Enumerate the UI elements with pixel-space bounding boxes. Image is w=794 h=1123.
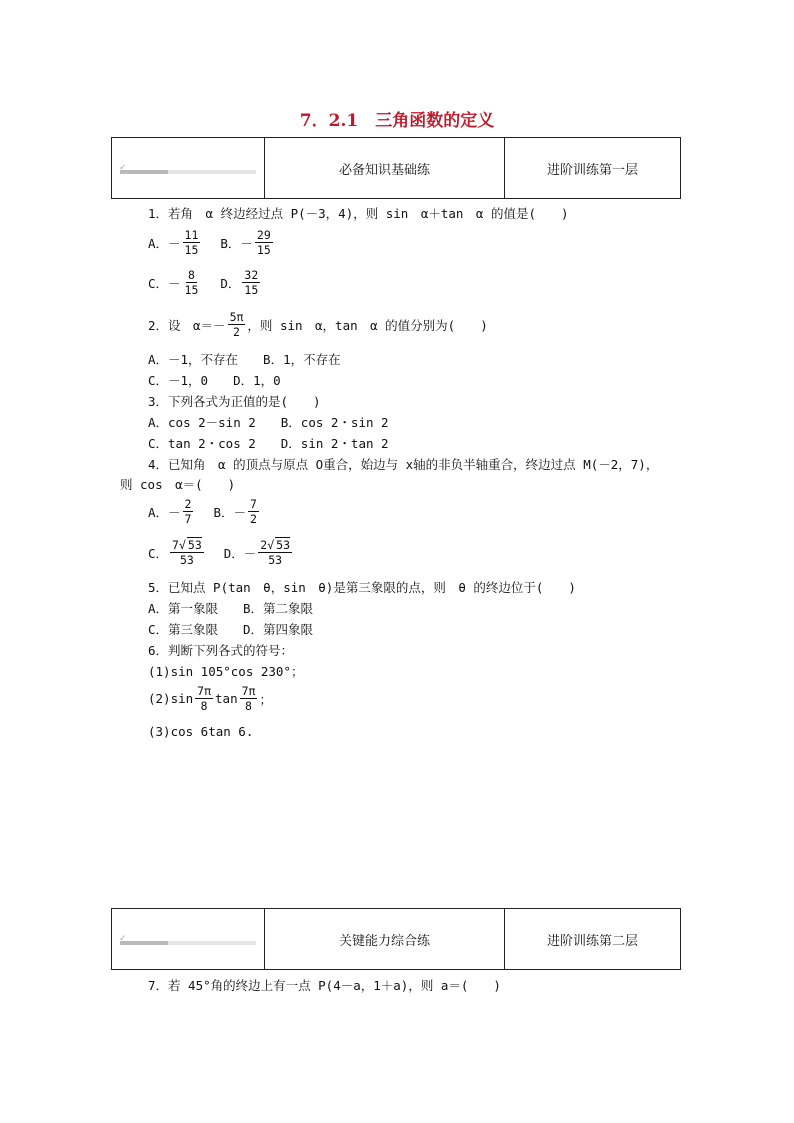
q2-fraction <box>228 310 246 340</box>
page-title: 7．2.1 三角函数的定义 <box>299 111 495 131</box>
q6-p2-num2: 7π <box>241 684 256 698</box>
q6-p2-fraction1 <box>195 684 213 714</box>
q4-c-den: 53 <box>179 553 194 568</box>
q1-d-label: D． <box>220 275 241 291</box>
q1-d-den: 15 <box>244 283 259 298</box>
section-name: 必备知识基础练 <box>265 138 505 198</box>
q1-options-cd <box>148 268 262 298</box>
progress-cell <box>112 138 265 198</box>
q4-c-fraction <box>170 538 204 568</box>
q6-part2 <box>148 684 272 714</box>
q4-d-coef: 2 <box>260 538 268 552</box>
q1-c-den: 15 <box>184 283 199 298</box>
q2-num: 5π <box>229 310 244 324</box>
q4-c-rad: 53 <box>187 538 202 552</box>
q2-options-ab: A．－1，不存在 B．1，不存在 <box>148 352 341 367</box>
q1-options-ab <box>148 228 275 258</box>
progress-fill <box>120 170 168 174</box>
q6-p2-pre: (2)sin <box>148 691 194 707</box>
q4-c-num: 7√ 53 <box>172 538 202 552</box>
q6-part1: (1)sin 105°cos 230°； <box>148 664 304 679</box>
section-banner-advanced <box>111 908 681 970</box>
q2-options-cd: C．－1，0 D．1，0 <box>148 373 281 388</box>
q6-p2-post: ； <box>259 691 272 707</box>
q2-stem <box>148 310 488 340</box>
progress-bar <box>119 163 256 174</box>
q1-b-label: B．－ <box>220 235 253 251</box>
q6-p2-num1: 7π <box>197 684 212 698</box>
q4-d-label: D．－ <box>223 545 257 561</box>
q4-b-fraction <box>248 497 259 527</box>
q1-c-num: 8 <box>187 268 195 282</box>
q1-d-fraction <box>242 268 260 298</box>
q4-stem-line1: 4．已知角 α 的顶点与原点 O重合，始边与 x轴的非负半轴重合，终边过点 M(－2，7)， <box>148 457 659 472</box>
check-icon: ✓ <box>119 934 127 944</box>
q6-p2-fraction2 <box>240 684 258 714</box>
q4-b-label: B．－ <box>213 504 246 520</box>
q5-options-cd: C．第三象限 D．第四象限 <box>148 622 314 637</box>
q4-d-num: 2√ 53 <box>260 538 291 552</box>
q1-b-den: 15 <box>256 243 271 258</box>
q4-a-label: A．－ <box>148 504 181 520</box>
training-level: 进阶训练第一层 <box>546 162 638 178</box>
q4-c-label: C． <box>148 545 169 561</box>
check-icon: ✓ <box>119 163 127 173</box>
q4-a-den: 7 <box>184 512 192 527</box>
q1-a-fraction <box>183 228 201 258</box>
q3-options-ab: A．cos 2－sin 2 B．cos 2・sin 2 <box>148 415 389 430</box>
q5-options-ab: A．第一象限 B．第二象限 <box>148 601 314 616</box>
q2-den: 2 <box>233 325 240 340</box>
q2-stem-pre: 2．设 α＝－ <box>148 317 226 333</box>
q5-stem: 5．已知点 P(tan θ，sin θ)是第三象限的点，则 θ 的终边位于( ) <box>148 580 576 595</box>
q3-options-cd: C．tan 2・cos 2 D．sin 2・tan 2 <box>148 436 389 451</box>
progress-fill <box>120 941 168 945</box>
q4-options-cd <box>148 538 294 568</box>
q4-d-fraction <box>258 538 292 568</box>
q1-stem: 1．若角 α 终边经过点 P(－3，4)，则 sin α＋tan α 的值是( ) <box>148 206 569 221</box>
q6-part3: (3)cos 6tan 6. <box>148 724 254 739</box>
section-banner-basic <box>111 137 681 199</box>
q4-b-num: 7 <box>250 497 257 511</box>
q4-a-num: 2 <box>184 497 192 511</box>
q1-c-fraction <box>183 268 201 298</box>
q3-stem: 3．下列各式为正值的是( ) <box>148 394 321 409</box>
q1-a-label: A．－ <box>148 235 181 251</box>
section-name: 关键能力综合练 <box>265 909 505 969</box>
q6-p2-den2: 8 <box>245 699 252 714</box>
q1-b-fraction <box>255 228 273 258</box>
progress-cell <box>112 909 265 969</box>
progress-bar <box>119 934 256 945</box>
q6-stem: 6．判断下列各式的符号： <box>148 643 294 658</box>
q4-d-rad: 53 <box>276 538 291 552</box>
q6-p2-mid: tan <box>215 691 238 707</box>
q1-a-den: 15 <box>184 243 199 258</box>
training-level: 进阶训练第二层 <box>546 933 638 949</box>
q2-stem-post: ，则 sin α，tan α 的值分别为( ) <box>247 317 488 333</box>
q1-c-label: C．－ <box>148 275 181 291</box>
q1-b-num: 29 <box>256 228 271 242</box>
q4-d-den: 53 <box>268 553 283 568</box>
q4-c-coef: 7 <box>172 538 179 552</box>
q1-a-num: 11 <box>184 228 199 242</box>
q4-a-fraction <box>183 497 194 527</box>
q4-stem-line2: 则 cos α＝( ) <box>120 477 236 492</box>
q7-stem: 7．若 45°角的终边上有一点 P(4－a，1＋a)，则 a＝( ) <box>148 978 501 993</box>
q4-b-den: 2 <box>250 512 257 527</box>
q1-d-num: 32 <box>244 268 259 282</box>
q4-options-ab <box>148 497 261 527</box>
q6-p2-den1: 8 <box>200 699 208 714</box>
